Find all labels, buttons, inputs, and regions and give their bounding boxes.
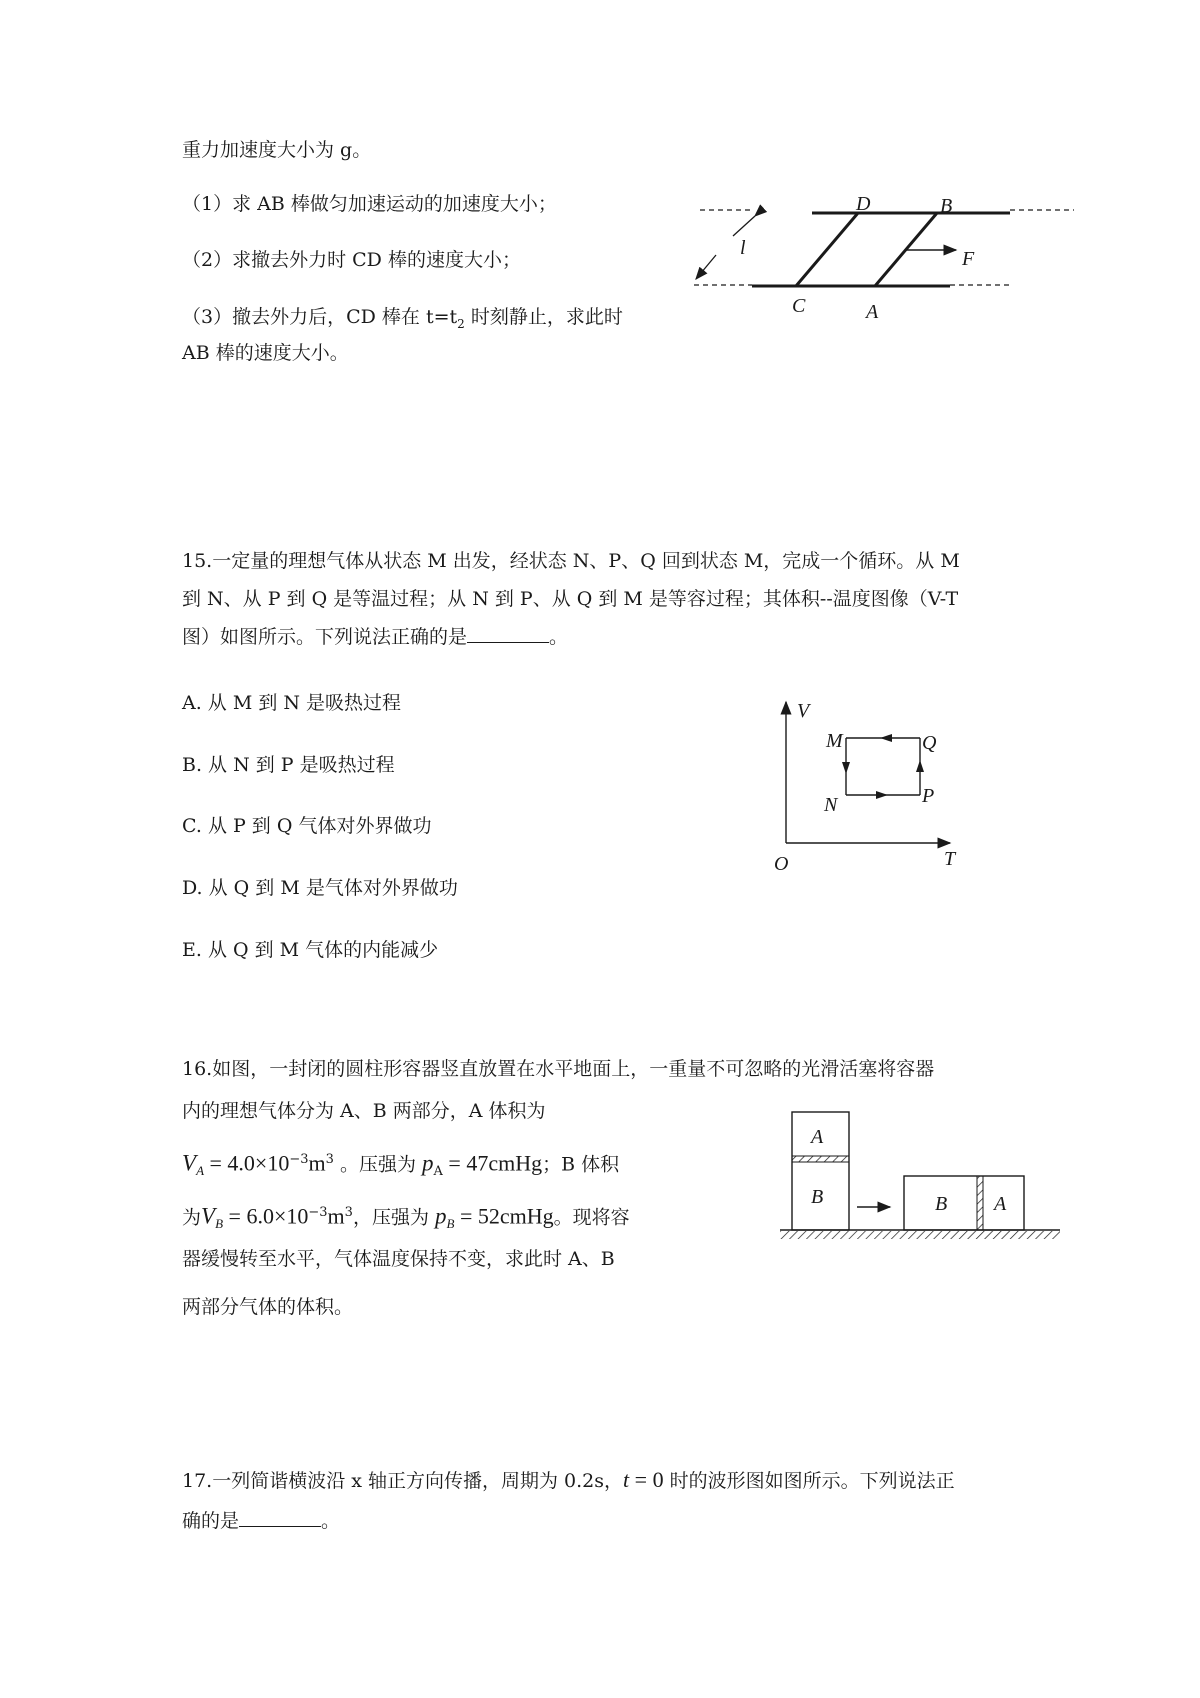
q16-stem-line-1: 16.如图，一封闭的圆柱形容器竖直放置在水平地面上，一重量不可忽略的光滑活塞将容器 (182, 1058, 935, 1080)
q17-stem-line-2: 确的是 。 (182, 1510, 341, 1532)
label-q: Q (922, 732, 937, 754)
label-f: F (962, 248, 975, 270)
vertical-label-a: A (811, 1126, 824, 1148)
q15-option-c: C. 从 P 到 Q 气体对外界做功 (182, 815, 432, 837)
label-t: T (944, 848, 956, 870)
q14-line-gravity: 重力加速度大小为 g。 (182, 139, 372, 161)
vertical-label-b: B (811, 1186, 824, 1208)
label-o: O (774, 853, 789, 875)
q16-stem-line-3: $V_A = 4.0\times 10^{-3}m^3$ 。压强为 $p_A$ = 47cmHg；B 体积 (182, 1150, 620, 1180)
q14-part-3-cont: AB 棒的速度大小。 (182, 342, 349, 364)
q14-part-2: （2）求撤去外力时 CD 棒的速度大小； (182, 249, 521, 271)
q15-option-d: D. 从 Q 到 M 是气体对外界做功 (182, 877, 458, 899)
horizontal-label-b: B (935, 1193, 948, 1215)
label-b: B (940, 195, 953, 217)
q16-stem-line-6: 两部分气体的体积。 (182, 1296, 354, 1318)
label-m: M (826, 730, 843, 752)
q15-stem-line-3: 图）如图所示。下列说法正确的是 。 (182, 626, 569, 648)
q17-stem-line-1: 17.一列简谐横波沿 x 轴正方向传播，周期为 0.2s，t = 0 时的波形图如图所示。下列说法正 (182, 1467, 955, 1492)
label-c: C (792, 295, 806, 317)
q15-option-a: A. 从 M 到 N 是吸热过程 (182, 692, 402, 714)
q14-part-1: （1）求 AB 棒做匀加速运动的加速度大小； (182, 193, 557, 215)
q15-option-b: B. 从 N 到 P 是吸热过程 (182, 754, 395, 776)
label-a: A (866, 301, 879, 323)
label-p: P (922, 785, 935, 807)
q14-part-3: （3）撤去外力后，CD 棒在 $t=t_2$ 时刻静止，求此时 (182, 306, 623, 331)
label-d: D (856, 193, 871, 215)
q15-stem-line-1: 15.一定量的理想气体从状态 M 出发，经状态 N、P、Q 回到状态 M，完成一个循环。从 M (182, 550, 960, 572)
vertical-piston (792, 1156, 849, 1162)
q16-stem-line-5: 器缓慢转至水平，气体温度保持不变，求此时 A、B (182, 1248, 615, 1270)
label-n: N (824, 794, 838, 816)
answer-blank (239, 1508, 321, 1527)
q15-option-e: E. 从 Q 到 M 气体的内能减少 (182, 939, 439, 961)
q16-stem-line-2: 内的理想气体分为 A、B 两部分，A 体积为 (182, 1100, 546, 1122)
ground-hatch (780, 1231, 1060, 1239)
label-l: l (740, 237, 746, 259)
label-v: V (797, 700, 810, 722)
q16-stem-line-4: 为$V_B = 6.0\times 10^{-3}m^3$，压强为 $p_B$ = 52cmHg。现将容 (182, 1203, 630, 1232)
q15-stem-line-2: 到 N、从 P 到 Q 是等温过程；从 N 到 P、从 Q 到 M 是等容过程；其体积--温度图像（V-T (182, 588, 959, 610)
horizontal-piston (977, 1176, 983, 1230)
horizontal-label-a: A (994, 1193, 1007, 1215)
